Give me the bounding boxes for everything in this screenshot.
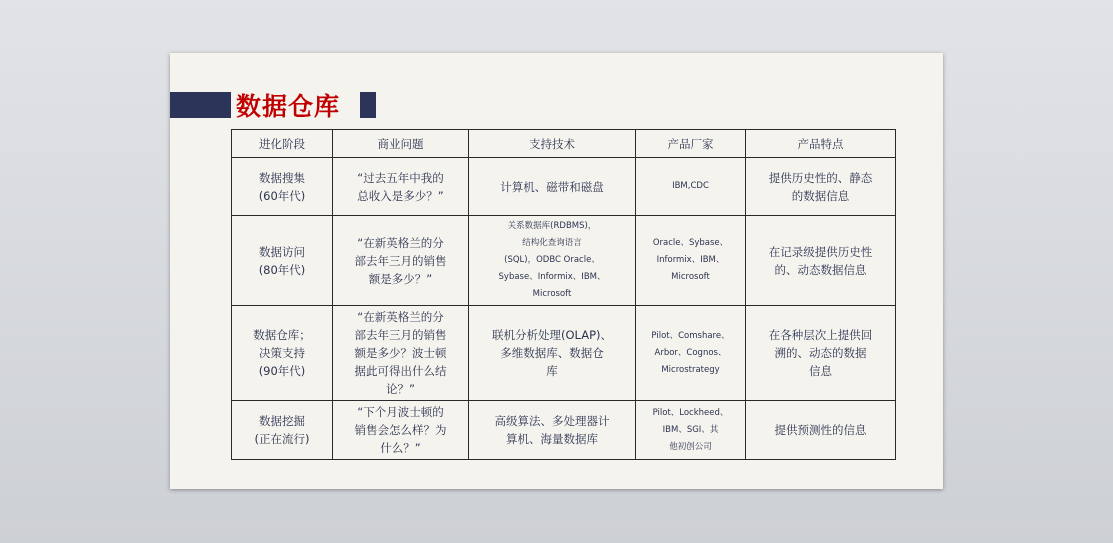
table-row xyxy=(232,401,896,460)
header-business-question: 商业问题 xyxy=(333,130,469,158)
question-cell: “下个月波士顿的 销售会怎么样？为 什么？” xyxy=(333,401,469,460)
slide xyxy=(170,53,943,489)
technology-cell: 高级算法、多处理器计 算机、海量数据库 xyxy=(469,401,636,460)
vendors-cell: Oracle、Sybase、 Informix、IBM、 Microsoft xyxy=(636,216,746,306)
stage-cell: 数据仓库； 决策支持 (90年代) xyxy=(232,306,333,401)
features-cell: 提供预测性的信息 xyxy=(746,401,896,460)
header-features: 产品特点 xyxy=(746,130,896,158)
stage-cell: 数据搜集 (60年代) xyxy=(232,158,333,216)
features-cell: 提供历史性的、静态 的数据信息 xyxy=(746,158,896,216)
vendors-cell: Pilot、Lockheed、 IBM、SGI、其 他初创公司 xyxy=(636,401,746,460)
question-cell: “在新英格兰的分 部去年三月的销售 额是多少？” xyxy=(333,216,469,306)
technology-cell: 联机分析处理(OLAP)、 多维数据库、数据仓 库 xyxy=(469,306,636,401)
question-cell: “过去五年中我的 总收入是多少？” xyxy=(333,158,469,216)
stage-cell: 数据访问 (80年代) xyxy=(232,216,333,306)
header-stage: 进化阶段 xyxy=(232,130,333,158)
table-row xyxy=(232,158,896,216)
slide-title: 数据仓库 xyxy=(236,92,341,121)
features-cell: 在记录级提供历史性 的、动态数据信息 xyxy=(746,216,896,306)
header-technology: 支持技术 xyxy=(469,130,636,158)
table-row xyxy=(232,306,896,401)
table-header-row xyxy=(232,130,896,158)
technology-cell: 关系数据库(RDBMS)， 结构化查询语言 (SQL)，ODBC Oracle、 Sybase、Informix、IBM、 Microsoft xyxy=(469,216,636,306)
vendors-cell: IBM,CDC xyxy=(636,158,746,216)
title-accent-bar-right xyxy=(360,92,376,118)
vendors-cell: Pilot、Comshare、 Arbor、Cognos、 Microstrategy xyxy=(636,306,746,401)
title-accent-bar-left xyxy=(170,92,231,118)
table-row xyxy=(232,216,896,306)
header-vendors: 产品厂家 xyxy=(636,130,746,158)
question-cell: “在新英格兰的分 部去年三月的销售 额是多少？波士顿 据此可得出什么结 论？” xyxy=(333,306,469,401)
evolution-table xyxy=(231,129,896,460)
stage-cell: 数据挖掘 (正在流行) xyxy=(232,401,333,460)
technology-cell: 计算机、磁带和磁盘 xyxy=(469,158,636,216)
features-cell: 在各种层次上提供回 溯的、动态的数据 信息 xyxy=(746,306,896,401)
